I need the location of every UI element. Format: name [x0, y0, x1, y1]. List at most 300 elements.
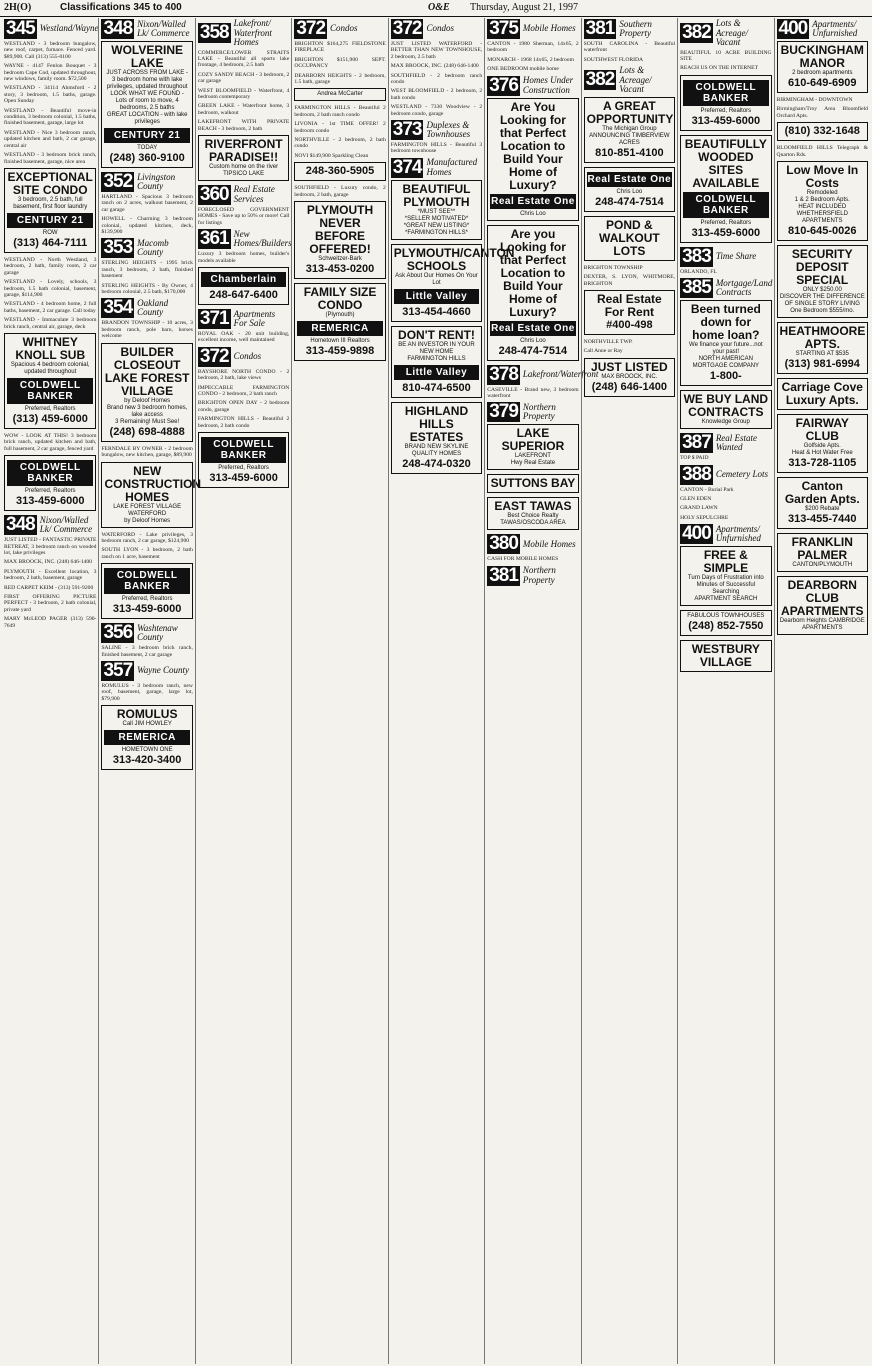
display-ad-title: WE BUY LAND CONTRACTS	[683, 392, 769, 420]
display-ad	[777, 414, 868, 473]
classified-ad: BRIGHTON OPEN DAY - 2 bedroom condo, garage	[197, 400, 290, 413]
display-ad-line: We finance your future...not your past!	[689, 342, 763, 356]
display-ad-subtitle: HOMETOWN ONE	[121, 747, 173, 754]
classified-ad: SOUTHFIELD - 2 bedroom ranch condo	[390, 72, 483, 86]
classified-ad: BAYSHORE NORTH CONDO - 2 bedroom, 2 bath, lake views	[197, 368, 290, 382]
display-ad-title: HIGHLAND HILLS ESTATES	[404, 403, 469, 444]
display-ad-subtitle: Chris Loo	[520, 210, 546, 217]
classified-ad: GRAND LAWN	[680, 505, 718, 512]
section-number: 381	[585, 18, 615, 39]
classified-ad: WESTLAND - North Westland, 3 bedroom, 2 bath, family room, 2 car garage	[4, 256, 97, 276]
section-heading	[680, 19, 771, 48]
section-name: Duplexes & Townhouses	[426, 119, 471, 140]
display-ad-line: One Bedroom $555/mo.	[790, 308, 855, 315]
section-heading	[680, 247, 771, 267]
display-ad-line: WHETHERSFIELD APARTMENTS	[796, 211, 848, 225]
section-number: 380	[489, 533, 518, 555]
display-ad	[487, 474, 578, 493]
section-number: 352	[103, 171, 133, 192]
page-header	[0, 0, 872, 17]
display-ad-title: DON'T RENT!	[398, 327, 475, 342]
display-ad-phone: 610-649-6909	[788, 77, 857, 89]
display-ad-subtitle: Hometown III Realtors	[310, 338, 370, 345]
display-ad-subtitle: Preferred, Realtors	[121, 596, 173, 603]
display-ad-subtitle: Andrea McCarter	[317, 91, 363, 98]
classified-ad: NORTHVILLE TWP.	[583, 338, 633, 345]
section-name: Mobile Homes	[522, 538, 576, 549]
classified-ad: SOUTHFIELD - Luxury condo, 2 bedroom, 2 bath, garage	[294, 185, 386, 198]
display-ad-phone: (248) 646-1400	[591, 380, 667, 393]
display-ad-phone: (810) 332-1648	[784, 125, 860, 138]
agency-logo: Little Valley	[394, 289, 479, 304]
display-ad-line: FARMINGTON HILLS	[407, 355, 466, 362]
section-heading	[4, 515, 96, 535]
section-heading	[198, 228, 292, 250]
classified-ad: IMPECCABLE FARMINGTON CONDO - 2 bedroom, 2 bath ranch	[197, 384, 290, 398]
classified-ad: FARMINGTON HILLS - Beautiful 2 bedroom, 2 bath ranch condo	[294, 105, 386, 118]
section-heading	[198, 19, 289, 48]
display-ad-line: Brand new 3 bedroom homes, lake access	[106, 404, 188, 418]
classified-ad: WESTLAND - 4 bedroom home, 2 full baths, basement, 2 car garage. Call today	[4, 301, 97, 314]
agency-logo: CENTURY 21	[104, 128, 189, 143]
section-number: 376	[489, 74, 518, 96]
section-heading	[680, 524, 771, 544]
display-ad	[680, 610, 771, 636]
display-ad-phone: 810-645-0026	[788, 225, 857, 238]
display-ad-title: RIVERFRONT PARADISE!!	[204, 136, 283, 164]
display-ad-line: Call JIM HOWLEY	[122, 721, 172, 728]
section-heading	[101, 661, 192, 681]
classified-ad: BRIGHTON $164,275 FIELDSTONE FIREPLACE	[294, 41, 386, 54]
display-ad-phone: 810-851-4100	[595, 146, 664, 159]
display-ad	[777, 161, 868, 241]
display-ad-line: Hwy Real Estate	[510, 460, 556, 467]
display-ad-line: 2 bedroom apartments	[792, 70, 853, 76]
classified-ad: DEXTER, S. LYON, WHITMORE, BRIGHTON	[583, 274, 676, 287]
classified-ad: JUST LISTED WATERFORD - BETTER THAN NEW TOWNHOUSE, 2 bedroom, 2.5 bath	[390, 41, 483, 60]
classified-ad: SALINE - 3 bedroom brick ranch, finished basement, 2 car garage	[101, 645, 193, 658]
display-ad	[391, 180, 482, 240]
section-name: Real Estate Wanted	[715, 432, 758, 453]
column-9	[774, 18, 870, 1364]
display-ad	[294, 162, 385, 181]
classified-ad: NORTHVILLE - 2 bedroom, 2 bath condo	[294, 137, 386, 150]
section-name: Southern Property	[619, 18, 652, 38]
display-ad-phone: 313-459-6000	[15, 495, 85, 508]
classified-ad: NOVI $149,900 Sparkling Clean	[294, 152, 369, 159]
display-ad	[777, 122, 868, 141]
display-ad-line: LOOK WHAT WE FOUND - Lots of room to move, 4 bedrooms, 2.5 baths	[110, 91, 184, 111]
display-ad	[584, 290, 675, 335]
display-ad	[4, 455, 96, 511]
section-number: 373	[392, 119, 422, 141]
display-ad-title: DEARBORN CLUB APARTMENTS	[781, 578, 864, 619]
display-ad-line: Schweitzer-Bark	[318, 256, 362, 263]
section-heading	[487, 19, 578, 39]
section-heading	[198, 309, 289, 329]
section-name: Lots & Acreage/ Vacant	[715, 18, 748, 47]
display-ad-line: 3 bedroom, 2.5 bath, full basement, first floor laundry	[13, 196, 88, 210]
classified-ad: BRANDON TOWNSHIP - 10 acres, 3 bedroom ranch, pole barn, horses welcome	[101, 320, 193, 340]
display-ad-subtitle: ROW	[42, 229, 58, 236]
section-number: 388	[682, 463, 711, 485]
display-ad-line: by Deloof Homes	[124, 517, 171, 524]
classified-ad: PLYMOUTH - Excellent location, 3 bedroom, 2 bath, basement, garage	[4, 568, 97, 582]
display-ad-title: NEW CONSTRUCTION HOMES	[104, 463, 202, 504]
classified-ad: LAKEFRONT WITH PRIVATE BEACH - 3 bedroom, 2 bath	[197, 119, 290, 132]
section-heading	[680, 465, 771, 485]
classified-ad: MARY McLEOD PAGER (313) 590-7649	[4, 616, 97, 629]
section-name: Livingston County	[137, 171, 176, 191]
display-ad-line: Golfside Apts.	[803, 443, 841, 450]
display-ad-phone: 248-474-0320	[402, 457, 471, 470]
display-ad	[391, 244, 515, 322]
section-number: 382	[585, 69, 615, 91]
section-name: Condos	[330, 23, 358, 34]
display-ad-title: FAIRWAY CLUB	[795, 416, 849, 444]
display-ad-subtitle: Chris Loo	[520, 337, 546, 344]
section-name: Lakefront/Waterfront	[522, 368, 599, 379]
section-heading	[294, 19, 385, 39]
display-ad	[680, 300, 771, 386]
display-ad-title: HEATHMOORE APTS.	[779, 324, 866, 352]
display-ad	[4, 168, 96, 253]
display-ad-line: 1 & 2 Bedroom Apts.	[794, 197, 850, 204]
display-ad	[777, 576, 868, 635]
agency-logo: COLDWELL BANKER	[683, 192, 768, 218]
display-ad	[101, 41, 192, 168]
section-number: 374	[392, 156, 422, 178]
classified-ad: BIRMINGHAM - DOWNTOWN	[776, 97, 853, 103]
display-ad-phone: 313-459-9898	[305, 345, 375, 358]
classified-ad: Call Anne or Ray	[583, 348, 623, 355]
classified-ad: LIVONIA - 1st TIME OFFER! 2 bedroom condo	[294, 121, 386, 134]
display-ad-line: (Plymouth)	[325, 312, 355, 319]
classified-ad: ROMULUS - 3 bedroom ranch, new roof, basement, garage, large lot, $79,900	[101, 682, 193, 702]
classified-ad: ORLANDO, FL	[680, 268, 717, 275]
display-ad-title: POND & WALKOUT LOTS	[599, 217, 660, 258]
display-ad	[4, 333, 96, 429]
display-ad-phone: 313-420-3400	[112, 754, 182, 767]
display-ad-line: Spacious 4 bedroom colonial, updated throughout	[10, 361, 90, 375]
section-heading	[198, 347, 289, 367]
display-ad-line: BE AN INVESTOR IN YOUR NEW HOME	[398, 341, 475, 355]
display-ad	[487, 225, 578, 361]
column-3	[195, 18, 291, 1364]
section-name: Time Share	[715, 250, 757, 261]
section-heading	[584, 19, 675, 39]
display-ad	[487, 497, 578, 530]
display-ad-line: 3 Remaining! Must See!	[115, 418, 180, 425]
section-name: Nixon/Walled Lk/ Commerce	[39, 514, 93, 535]
display-ad-line: ONLY $250.00	[802, 287, 842, 294]
section-heading	[391, 120, 482, 140]
display-ad-title: Are you Looking for that Perfect Location to Build Your Home of Luxury?	[499, 226, 566, 319]
classified-ad: HOLY SEPULCHRE	[680, 514, 729, 521]
section-name: Apartments For Sale	[233, 308, 276, 328]
display-ad-line: STARTING AT $535	[795, 351, 849, 358]
display-ad	[777, 245, 868, 318]
section-number: 378	[489, 363, 518, 385]
classified-ad: WESTLAND - 7330 Woodview - 2 bedroom condo, garage	[390, 104, 483, 117]
display-ad	[777, 477, 868, 529]
classified-ad: SOUTH CAROLINA - Beautiful waterfront	[583, 41, 676, 54]
section-number: 345	[6, 18, 35, 39]
agency-logo: REMERICA	[104, 730, 189, 745]
display-ad-line: GREAT LOCATION - with lake privileges	[106, 112, 188, 125]
agency-logo: Chamberlain	[201, 272, 286, 287]
section-name: Mobile Homes	[522, 23, 576, 34]
display-ad-title: FAMILY SIZE CONDO	[303, 285, 377, 313]
display-ad-subtitle: APARTMENT SEARCH	[694, 596, 758, 603]
classified-ad: FORECLOSED GOVERNMENT HOMES - Save up to 50% or more! Call for listings	[197, 206, 290, 226]
agency-logo: Little Valley	[394, 365, 479, 380]
agency-logo: COLDWELL BANKER	[201, 437, 286, 463]
classified-ad: STERLING HEIGHTS - By Owner, 4 bedroom colonial, 2.5 bath, $170,000	[101, 282, 193, 296]
classified-ad: BLOOMFIELD HILLS Telegraph & Quarton Rds.	[776, 145, 868, 158]
display-ad-line: The Michigan Group	[602, 125, 657, 132]
column-2	[98, 18, 202, 1364]
classified-ad: STERLING HEIGHTS - 1995 brick ranch, 3 bedroom, 2 bath, finished basement	[101, 260, 193, 280]
display-ad-phone: (248) 360-9100	[109, 152, 185, 164]
display-ad-title: BUILDER CLOSEOUT LAKE FOREST VILLAGE	[104, 344, 190, 398]
display-ad	[487, 424, 578, 470]
display-ad-line: JUST ACROSS FROM LAKE - 3 bedroom home with lake privileges, updated throughout	[106, 70, 188, 90]
display-ad	[680, 546, 771, 606]
page-number: 2H(O)	[4, 2, 32, 13]
display-ad-line: NORTH AMERICAN MORTGAGE COMPANY	[692, 356, 760, 370]
display-ad-title: FRANKLIN PALMER	[791, 535, 853, 563]
display-ad-title: A GREAT OPPORTUNITY	[586, 98, 674, 126]
display-ad-line: DISCOVER THE DIFFERENCE OF SINGLE STORY LIVING	[779, 294, 865, 308]
display-ad-subtitle: TODAY	[137, 145, 158, 151]
section-name: Oakland County	[137, 297, 169, 318]
section-name: Nixon/Walled Lk/ Commerce	[137, 18, 190, 38]
display-ad-phone: 248-647-6400	[209, 289, 278, 301]
display-ad	[680, 390, 771, 429]
display-ad-phone: 810-474-6500	[402, 381, 471, 394]
classified-ad: FARMINGTON HILLS - Beautiful 2 bedroom, 2 bath condo	[197, 416, 290, 429]
classified-ad: GLEN EDEN	[680, 495, 712, 502]
display-ad-title: BEAUTIFULLY WOODED SITES AVAILABLE	[684, 136, 767, 190]
classified-ad: ONE BEDROOM mobile home	[487, 66, 559, 73]
display-ad	[680, 640, 771, 672]
display-ad-subtitle: Chris Loo	[616, 188, 643, 195]
section-name: Lots & Acreage/ Vacant	[619, 65, 652, 95]
classified-ad: TOP $ PAID	[680, 455, 709, 462]
section-number: 371	[199, 308, 229, 329]
display-ad-title: JUST LISTED	[591, 359, 668, 374]
section-name: Northern Property	[522, 565, 556, 585]
display-ad	[584, 358, 675, 397]
display-ad-title: LAKE SUPERIOR	[501, 426, 565, 454]
classified-ad: SOUTHWEST FLORIDA	[583, 56, 644, 63]
agency-logo: COLDWELL BANKER	[104, 568, 189, 594]
display-ad	[101, 563, 192, 619]
display-ad-line: CANTON/PLYMOUTH	[792, 562, 853, 569]
display-ad-title: PLYMOUTH/CANTON SCHOOLS	[393, 245, 515, 273]
section-heading	[680, 278, 771, 298]
display-ad-title: Real Estate For Rent	[597, 291, 662, 319]
display-ad-line: by Deloof Homes	[124, 397, 171, 404]
section-name: Manufactured Homes	[426, 157, 478, 177]
display-ad-line: TAWAS/OSCODA AREA	[500, 520, 566, 527]
display-ad-phone: 1-800-	[709, 370, 742, 383]
section-name: Condos	[426, 23, 454, 34]
display-ad-title: WESTBURY VILLAGE	[691, 642, 760, 670]
section-number: 357	[103, 659, 133, 681]
display-ad-title: EAST TAWAS	[494, 499, 572, 514]
display-ad-phone: 313-728-1105	[788, 457, 857, 470]
display-ad	[487, 98, 578, 221]
section-heading	[101, 172, 192, 192]
display-ad-subtitle: Preferred, Realtors	[24, 488, 76, 495]
display-ad-subtitle: Preferred, Realtors	[24, 405, 76, 412]
display-ad-title: BEAUTIFUL PLYMOUTH	[402, 181, 471, 209]
section-heading	[487, 363, 599, 385]
display-ad-title: ROMULUS	[116, 707, 178, 722]
display-ad	[198, 432, 289, 488]
section-number: 361	[199, 228, 229, 250]
classified-ad: ROYAL OAK - 20 unit building, excellent income, well maintained	[197, 331, 290, 344]
section-heading	[487, 566, 578, 586]
classified-ad: WATERFORD - Lake privileges, 3 bedroom ranch, 2 car garage, $124,900	[101, 531, 193, 544]
section-name: New Homes/Builders	[233, 228, 292, 249]
classified-ad: FERNDALE BY OWNER - 2 bedroom bungalow, new kitchen, garage, $89,900	[101, 445, 193, 459]
agency-logo: Real Estate One	[491, 195, 575, 207]
section-name: Homes Under Construction	[522, 75, 574, 95]
display-ad	[391, 326, 482, 398]
classified-page	[2, 18, 870, 1364]
agency-logo: COLDWELL BANKER	[7, 378, 93, 404]
section-heading	[584, 66, 675, 95]
display-ad-line: ANNOUNCING TIMBERVIEW ACRES	[589, 132, 670, 146]
agency-logo: COLDWELL BANKER	[683, 80, 768, 106]
display-ad-phone: (313) 459-6000	[12, 412, 88, 425]
display-ad-phone: 248-360-5905	[305, 165, 375, 178]
section-number: 372	[392, 18, 422, 39]
classified-ad: Birmingham/Troy Area Bloomfield Orchard Apts.	[776, 106, 868, 119]
classified-ad: MAX BROOCK, INC. (248) 646-1400	[390, 63, 479, 70]
display-ad-phone: #400-498	[606, 318, 653, 331]
display-ad-line: Dearborn Heights CAMBRIDGE APARTMENTS	[779, 618, 865, 632]
display-ad-line: *FARMINGTON HILLS*	[405, 229, 468, 236]
column-6	[484, 18, 599, 1364]
display-ad-line: *MUST SEE**	[417, 208, 456, 215]
classified-ad: FARMINGTON HILLS - Beautiful 3 bedroom townhouse	[390, 142, 483, 155]
section-number: 385	[682, 277, 711, 299]
classified-ad: WESTLAND - 3 bedroom brick ranch, finished basement, garage, nice area	[4, 152, 97, 165]
display-ad-phone: 313-455-7440	[788, 513, 857, 526]
display-ad-phone: 313-454-4660	[402, 305, 471, 318]
display-ad-line: *GREAT NEW LISTING*	[403, 222, 470, 229]
display-ad-line: Best Choice Realty	[507, 513, 559, 520]
section-name: Lakefront/ Waterfront Homes	[233, 18, 272, 47]
classified-ad: BRIGHTON TOWNSHIP	[583, 264, 643, 271]
display-ad-phone: 248-474-7514	[498, 344, 568, 357]
display-ad-phone: 313-459-6000	[209, 472, 278, 485]
display-ad	[777, 378, 868, 410]
display-ad-title: Low Move In Costs	[786, 163, 859, 191]
display-ad-line: QUALITY HOMES	[411, 450, 462, 457]
section-name: Washtenaw County	[137, 622, 178, 643]
classified-ad: MAX BROOCK, INC. (248) 646-1400	[4, 559, 92, 566]
section-heading	[101, 238, 192, 258]
section-heading	[487, 402, 578, 422]
section-number: 358	[199, 22, 229, 44]
display-ad-subtitle: Preferred, Realtors	[218, 465, 269, 472]
section-name: Northern Property	[522, 401, 556, 422]
display-ad-title: Are You Looking for that Perfect Location to Build Your Home of Luxury?	[499, 99, 566, 192]
classified-ad: COMMERCE/LOWER STRAITS LAKE - Beautiful all sports lake frontage, 4 bedroom, 2.5 bath	[197, 49, 290, 69]
display-ad-phone: 248-474-7514	[595, 195, 664, 208]
section-number: 400	[778, 18, 808, 39]
section-heading	[487, 76, 578, 96]
display-ad-phone: (313) 464-7111	[13, 236, 88, 249]
display-ad	[584, 97, 675, 163]
classified-ad: WOW - LOOK AT THIS! 3 bedroom brick ranch, updated kitchen and bath, full basement, 2 car garage, fenced yard	[4, 432, 97, 452]
display-ad-line: *SELLER MOTIVATED*	[404, 215, 469, 222]
agency-logo: Real Estate One	[587, 173, 672, 185]
section-heading	[101, 19, 192, 39]
classifications-label: Classifications 345 to 400	[60, 2, 182, 13]
agency-logo: CENTURY 21	[7, 213, 93, 228]
section-number: 375	[489, 18, 518, 39]
display-ad-line: Custom home on the river	[209, 163, 279, 170]
classified-ad: RED CARPET KEIM - (313) 591-9200	[4, 584, 94, 591]
section-number: 354	[103, 297, 133, 319]
display-ad-title: WHITNEY KNOLL SUB	[15, 334, 86, 362]
section-heading	[487, 534, 578, 554]
display-ad-subtitle: TIPSICO LAKE	[223, 170, 265, 177]
display-ad	[294, 88, 385, 101]
section-heading	[391, 158, 482, 178]
section-number: 379	[489, 401, 518, 423]
display-ad-line: LAKEFRONT	[514, 453, 551, 460]
display-ad	[101, 343, 192, 442]
classified-ad: DEARBORN HEIGHTS - 2 bedroom, 1.5 bath, garage	[294, 72, 386, 86]
classified-ad: WESTLAND - Nice 3 bedroom ranch, updated kitchen and bath, 2 car garage, central air	[4, 129, 97, 149]
display-ad-title: PLYMOUTH NEVER BEFORE OFFERED!	[306, 203, 374, 257]
paper-name: O&E	[428, 2, 450, 13]
section-number: 382	[682, 22, 711, 44]
display-ad	[777, 41, 868, 93]
section-heading	[777, 19, 868, 39]
classified-ad: CASH FOR MOBILE HOMES	[487, 556, 559, 563]
section-number: 383	[682, 245, 711, 267]
column-4	[291, 18, 387, 1364]
section-heading	[680, 433, 771, 453]
display-ad-phone: (313) 981-6994	[784, 358, 860, 371]
classified-ad: BEAUTIFUL 10 ACRE BUILDING SITE	[680, 49, 772, 62]
section-number: 348	[103, 18, 133, 39]
classified-ad: BRIGHTON $151,900 SEPT. OCCUPANCY	[294, 56, 386, 70]
display-ad	[680, 75, 771, 131]
column-7	[581, 18, 677, 1364]
agency-logo: Real Estate One	[491, 322, 575, 334]
section-number: 381	[489, 564, 518, 586]
section-heading	[391, 19, 482, 39]
display-ad-title: BUCKINGHAM MANOR	[780, 43, 864, 70]
section-name: Macomb County	[137, 237, 169, 258]
classified-ad: Luxury 3 bedroom homes, builder's models available	[197, 251, 290, 264]
section-number: 348	[6, 514, 35, 536]
display-ad-line: Heat & Hot Water Free	[791, 450, 853, 457]
display-ad-line: Turn Days of Frustration into Minutes of Successful Searching	[687, 575, 764, 596]
display-ad	[101, 462, 202, 528]
classified-ad: GREEN LAKE - Waterfront home, 3 bedroom, walkout	[197, 103, 290, 116]
display-ad	[198, 267, 289, 305]
